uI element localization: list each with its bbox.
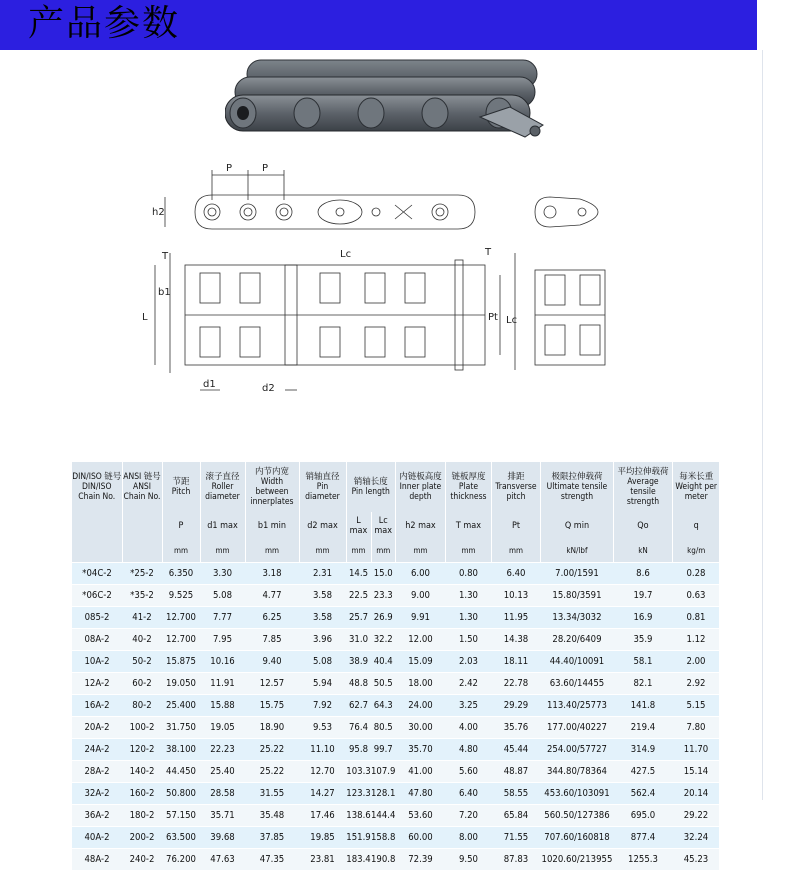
header-en: Average tensile strength bbox=[626, 477, 660, 507]
table-cell: 14.27 bbox=[299, 782, 346, 804]
table-cell: 3.58 bbox=[299, 606, 346, 628]
table-cell: 80-2 bbox=[122, 694, 162, 716]
header-cn: 链板厚度 bbox=[451, 472, 486, 482]
table-cell: 25.22 bbox=[245, 738, 299, 760]
table-cell: 7.20 bbox=[445, 804, 491, 826]
table-cell: 47.35 bbox=[245, 848, 299, 870]
header-cell bbox=[672, 462, 719, 512]
table-cell: 99.7 bbox=[371, 738, 395, 760]
table-row bbox=[72, 738, 719, 760]
table-cell: 16A-2 bbox=[72, 694, 122, 716]
table-cell: 344.80/78364 bbox=[540, 760, 613, 782]
table-cell: 113.40/25773 bbox=[540, 694, 613, 716]
table-cell: 32.2 bbox=[371, 628, 395, 650]
table-cell: 53.60 bbox=[395, 804, 445, 826]
table-cell: 453.60/103091 bbox=[540, 782, 613, 804]
header-cell bbox=[613, 462, 672, 512]
unit-cell bbox=[72, 540, 122, 562]
table-cell: 29.22 bbox=[672, 804, 719, 826]
unit-cell: mm bbox=[445, 540, 491, 562]
table-cell: 19.85 bbox=[299, 826, 346, 848]
header-en: Weight per meter bbox=[675, 482, 718, 502]
header-cn: 销轴长度 bbox=[353, 477, 388, 487]
table-cell: 7.00/1591 bbox=[540, 562, 613, 584]
table-cell: 19.7 bbox=[613, 584, 672, 606]
table-row bbox=[72, 606, 719, 628]
table-cell: 31.55 bbox=[245, 782, 299, 804]
table-cell: 58.1 bbox=[613, 650, 672, 672]
table-cell: 28A-2 bbox=[72, 760, 122, 782]
table-cell: 16.9 bbox=[613, 606, 672, 628]
table-cell: 7.95 bbox=[200, 628, 245, 650]
symbol-cell: P bbox=[162, 512, 200, 540]
table-row bbox=[72, 584, 719, 606]
table-cell: 47.80 bbox=[395, 782, 445, 804]
table-cell: 0.28 bbox=[672, 562, 719, 584]
table-cell: 14.38 bbox=[491, 628, 540, 650]
table-cell: 20.14 bbox=[672, 782, 719, 804]
table-cell: 7.85 bbox=[245, 628, 299, 650]
table-cell: 695.0 bbox=[613, 804, 672, 826]
table-cell: 3.25 bbox=[445, 694, 491, 716]
header-cn: 每米长重 bbox=[679, 472, 714, 482]
table-row bbox=[72, 628, 719, 650]
table-cell: 9.50 bbox=[445, 848, 491, 870]
table-cell: 24.00 bbox=[395, 694, 445, 716]
table-cell: 40.4 bbox=[371, 650, 395, 672]
table-cell: 19.050 bbox=[162, 672, 200, 694]
table-cell: 14.5 bbox=[346, 562, 371, 584]
table-cell: 23.81 bbox=[299, 848, 346, 870]
table-cell: 18.00 bbox=[395, 672, 445, 694]
table-cell: 5.60 bbox=[445, 760, 491, 782]
label-Lc-top: Lc bbox=[340, 249, 352, 260]
symbol-cell: Pt bbox=[491, 512, 540, 540]
symbol-cell: Q min bbox=[540, 512, 613, 540]
table-row bbox=[72, 716, 719, 738]
header-en: ANSI Chain No. bbox=[123, 482, 161, 502]
table-cell: 65.84 bbox=[491, 804, 540, 826]
label-T-right: T bbox=[485, 247, 492, 258]
table-cell: 200-2 bbox=[122, 826, 162, 848]
table-row bbox=[72, 694, 719, 716]
table-cell: 160-2 bbox=[122, 782, 162, 804]
table-cell: 9.91 bbox=[395, 606, 445, 628]
table-cell: 9.00 bbox=[395, 584, 445, 606]
title-bar bbox=[0, 0, 757, 50]
table-row bbox=[72, 760, 719, 782]
header-cell bbox=[122, 462, 162, 512]
table-cell: 8.00 bbox=[445, 826, 491, 848]
label-Pt: Pt bbox=[488, 312, 498, 323]
unit-cell: mm bbox=[491, 540, 540, 562]
table-cell: 18.11 bbox=[491, 650, 540, 672]
table-row bbox=[72, 562, 719, 584]
table-cell: 23.3 bbox=[371, 584, 395, 606]
header-en: Inner plate depth bbox=[399, 482, 442, 502]
table-cell: 15.88 bbox=[200, 694, 245, 716]
table-cell: 24A-2 bbox=[72, 738, 122, 760]
header-en: Pitch bbox=[171, 487, 191, 497]
table-cell: 32.24 bbox=[672, 826, 719, 848]
table-cell: 144.4 bbox=[371, 804, 395, 826]
table-cell: 45.23 bbox=[672, 848, 719, 870]
table-cell: 08A-2 bbox=[72, 628, 122, 650]
unit-cell: mm bbox=[245, 540, 299, 562]
table-cell: 314.9 bbox=[613, 738, 672, 760]
table-cell: 3.30 bbox=[200, 562, 245, 584]
table-header-row bbox=[72, 462, 719, 512]
table-cell: 219.4 bbox=[613, 716, 672, 738]
table-cell: 141.8 bbox=[613, 694, 672, 716]
table-cell: 12A-2 bbox=[72, 672, 122, 694]
symbol-cell: d2 max bbox=[299, 512, 346, 540]
table-cell: 38.100 bbox=[162, 738, 200, 760]
label-P-1: P bbox=[226, 163, 233, 174]
table-cell: 085-2 bbox=[72, 606, 122, 628]
header-en: Plate thickness bbox=[450, 482, 487, 502]
table-cell: 100-2 bbox=[122, 716, 162, 738]
header-cn: 平均拉伸载荷 bbox=[617, 467, 669, 477]
table-cell: 12.700 bbox=[162, 628, 200, 650]
table-cell: 44.450 bbox=[162, 760, 200, 782]
header-en: Ultimate tensile strength bbox=[546, 482, 608, 502]
table-cell: 3.96 bbox=[299, 628, 346, 650]
symbol-cell: d1 max bbox=[200, 512, 245, 540]
table-cell: 103.3 bbox=[346, 760, 371, 782]
header-cn: 内链板高度 bbox=[399, 472, 442, 482]
header-en: Roller diameter bbox=[205, 482, 240, 502]
table-cell: 120-2 bbox=[122, 738, 162, 760]
table-cell: 25.22 bbox=[245, 760, 299, 782]
unit-cell: kN/lbf bbox=[540, 540, 613, 562]
table-cell: 11.95 bbox=[491, 606, 540, 628]
table-cell: 48.87 bbox=[491, 760, 540, 782]
table-cell: 5.08 bbox=[299, 650, 346, 672]
table-symbol-row bbox=[72, 512, 719, 540]
table-cell: 138.6 bbox=[346, 804, 371, 826]
table-cell: 151.9 bbox=[346, 826, 371, 848]
symbol-cell: T max bbox=[445, 512, 491, 540]
table-cell: 1.30 bbox=[445, 584, 491, 606]
table-cell: 11.91 bbox=[200, 672, 245, 694]
header-en: Width between innerplates bbox=[250, 477, 294, 507]
table-cell: 19.05 bbox=[200, 716, 245, 738]
header-cell bbox=[245, 462, 299, 512]
table-cell: 0.80 bbox=[445, 562, 491, 584]
table-cell: 15.09 bbox=[395, 650, 445, 672]
table-cell: 15.75 bbox=[245, 694, 299, 716]
table-cell: 60-2 bbox=[122, 672, 162, 694]
header-cn: 排距 bbox=[507, 472, 525, 482]
header-cell bbox=[299, 462, 346, 512]
symbol-cell: L max bbox=[346, 512, 371, 540]
page-title: 产品参数 bbox=[28, 3, 181, 44]
header-cn: 滚子直径 bbox=[205, 472, 240, 482]
table-cell: 9.40 bbox=[245, 650, 299, 672]
table-cell: 12.57 bbox=[245, 672, 299, 694]
table-cell: 87.83 bbox=[491, 848, 540, 870]
table-cell: 9.53 bbox=[299, 716, 346, 738]
table-cell: 8.6 bbox=[613, 562, 672, 584]
table-cell: 38.9 bbox=[346, 650, 371, 672]
table-cell: 41-2 bbox=[122, 606, 162, 628]
table-cell: 22.23 bbox=[200, 738, 245, 760]
table-cell: 72.39 bbox=[395, 848, 445, 870]
table-cell: 9.525 bbox=[162, 584, 200, 606]
table-cell: 0.81 bbox=[672, 606, 719, 628]
table-cell: 7.80 bbox=[672, 716, 719, 738]
table-cell: 7.92 bbox=[299, 694, 346, 716]
symbol-cell: q bbox=[672, 512, 719, 540]
table-row bbox=[72, 782, 719, 804]
label-h2: h2 bbox=[152, 207, 165, 218]
table-cell: 48A-2 bbox=[72, 848, 122, 870]
unit-cell: mm bbox=[200, 540, 245, 562]
header-cn: 销轴直径 bbox=[305, 472, 340, 482]
table-cell: 71.55 bbox=[491, 826, 540, 848]
table-cell: 63.60/14455 bbox=[540, 672, 613, 694]
table-cell: 13.34/3032 bbox=[540, 606, 613, 628]
table-cell: 3.58 bbox=[299, 584, 346, 606]
table-cell: 10A-2 bbox=[72, 650, 122, 672]
table-cell: 4.77 bbox=[245, 584, 299, 606]
table-cell: 25.400 bbox=[162, 694, 200, 716]
table-cell: 15.80/3591 bbox=[540, 584, 613, 606]
table-cell: 62.7 bbox=[346, 694, 371, 716]
unit-cell: mm bbox=[346, 540, 371, 562]
table-row bbox=[72, 848, 719, 870]
table-cell: 15.14 bbox=[672, 760, 719, 782]
symbol-cell: Lc max bbox=[371, 512, 395, 540]
table-cell: 28.58 bbox=[200, 782, 245, 804]
table-cell: 20A-2 bbox=[72, 716, 122, 738]
table-cell: 35.48 bbox=[245, 804, 299, 826]
table-cell: 25.40 bbox=[200, 760, 245, 782]
chain-photo bbox=[225, 55, 555, 145]
table-cell: 63.500 bbox=[162, 826, 200, 848]
table-cell: 7.77 bbox=[200, 606, 245, 628]
table-cell: 2.42 bbox=[445, 672, 491, 694]
right-divider bbox=[762, 50, 763, 800]
unit-cell bbox=[122, 540, 162, 562]
table-cell: 5.94 bbox=[299, 672, 346, 694]
table-cell: 562.4 bbox=[613, 782, 672, 804]
table-cell: 40A-2 bbox=[72, 826, 122, 848]
header-cn: 内节内宽 bbox=[254, 467, 289, 477]
table-cell: *06C-2 bbox=[72, 584, 122, 606]
header-cell bbox=[491, 462, 540, 512]
table-cell: 31.0 bbox=[346, 628, 371, 650]
table-cell: 28.20/6409 bbox=[540, 628, 613, 650]
table-cell: 58.55 bbox=[491, 782, 540, 804]
table-cell: 254.00/57727 bbox=[540, 738, 613, 760]
table-cell: 2.00 bbox=[672, 650, 719, 672]
table-cell: 2.31 bbox=[299, 562, 346, 584]
table-unit-row bbox=[72, 540, 719, 562]
header-cn: 极限拉伸载荷 bbox=[551, 472, 603, 482]
label-Lc-right: Lc bbox=[506, 315, 518, 326]
unit-cell: mm bbox=[395, 540, 445, 562]
label-L: L bbox=[142, 312, 148, 323]
table-cell: 2.03 bbox=[445, 650, 491, 672]
table-cell: 22.78 bbox=[491, 672, 540, 694]
table-cell: 11.70 bbox=[672, 738, 719, 760]
table-cell: 240-2 bbox=[122, 848, 162, 870]
table-cell: 6.40 bbox=[445, 782, 491, 804]
table-cell: 15.875 bbox=[162, 650, 200, 672]
label-b1: b1 bbox=[158, 287, 171, 298]
header-cell bbox=[200, 462, 245, 512]
label-d1: d1 bbox=[203, 379, 216, 390]
unit-cell: mm bbox=[299, 540, 346, 562]
table-cell: 10.16 bbox=[200, 650, 245, 672]
table-cell: 12.00 bbox=[395, 628, 445, 650]
table-cell: 22.5 bbox=[346, 584, 371, 606]
table-cell: *35-2 bbox=[122, 584, 162, 606]
table-cell: 30.00 bbox=[395, 716, 445, 738]
table-cell: 11.10 bbox=[299, 738, 346, 760]
header-cell bbox=[395, 462, 445, 512]
table-cell: 80.5 bbox=[371, 716, 395, 738]
unit-cell: kg/m bbox=[672, 540, 719, 562]
table-cell: 1020.60/213955 bbox=[540, 848, 613, 870]
label-d2: d2 bbox=[262, 383, 275, 394]
table-cell: 50.800 bbox=[162, 782, 200, 804]
table-cell: 180-2 bbox=[122, 804, 162, 826]
table-cell: 6.00 bbox=[395, 562, 445, 584]
table-row bbox=[72, 804, 719, 826]
table-cell: 12.70 bbox=[299, 760, 346, 782]
table-cell: 190.8 bbox=[371, 848, 395, 870]
symbol-cell: b1 min bbox=[245, 512, 299, 540]
table-cell: 76.200 bbox=[162, 848, 200, 870]
table-row bbox=[72, 672, 719, 694]
table-cell: 18.90 bbox=[245, 716, 299, 738]
table-cell: 40-2 bbox=[122, 628, 162, 650]
table-cell: 1255.3 bbox=[613, 848, 672, 870]
table-cell: 17.46 bbox=[299, 804, 346, 826]
header-en: DIN/ISO Chain No. bbox=[78, 482, 116, 502]
header-cell bbox=[346, 462, 395, 512]
unit-cell: mm bbox=[162, 540, 200, 562]
table-cell: 47.63 bbox=[200, 848, 245, 870]
header-cell bbox=[445, 462, 491, 512]
table-cell: 35.71 bbox=[200, 804, 245, 826]
header-cell bbox=[72, 462, 122, 512]
header-cn: DIN/ISO 链号 bbox=[72, 472, 122, 482]
table-cell: 4.00 bbox=[445, 716, 491, 738]
table-cell: 1.12 bbox=[672, 628, 719, 650]
table-cell: 36A-2 bbox=[72, 804, 122, 826]
table-cell: 10.13 bbox=[491, 584, 540, 606]
table-cell: 48.8 bbox=[346, 672, 371, 694]
table-cell: 95.8 bbox=[346, 738, 371, 760]
table-cell: 3.18 bbox=[245, 562, 299, 584]
table-cell: 140-2 bbox=[122, 760, 162, 782]
symbol-cell bbox=[72, 512, 122, 540]
table-cell: 12.700 bbox=[162, 606, 200, 628]
table-cell: 26.9 bbox=[371, 606, 395, 628]
table-cell: 15.0 bbox=[371, 562, 395, 584]
table-cell: 128.1 bbox=[371, 782, 395, 804]
header-en: Pin diameter bbox=[305, 482, 340, 502]
symbol-cell: Qo bbox=[613, 512, 672, 540]
table-cell: 41.00 bbox=[395, 760, 445, 782]
table-cell: 5.15 bbox=[672, 694, 719, 716]
table-cell: 25.7 bbox=[346, 606, 371, 628]
table-cell: 0.63 bbox=[672, 584, 719, 606]
table-cell: 35.70 bbox=[395, 738, 445, 760]
table-cell: 29.29 bbox=[491, 694, 540, 716]
header-en: Transverse pitch bbox=[495, 482, 537, 502]
table-cell: 158.8 bbox=[371, 826, 395, 848]
table-cell: 560.50/127386 bbox=[540, 804, 613, 826]
label-P-2: P bbox=[262, 163, 269, 174]
spec-table bbox=[72, 462, 719, 870]
table-cell: 2.92 bbox=[672, 672, 719, 694]
table-cell: 1.50 bbox=[445, 628, 491, 650]
table-row bbox=[72, 826, 719, 848]
table-cell: 64.3 bbox=[371, 694, 395, 716]
table-cell: 4.80 bbox=[445, 738, 491, 760]
table-cell: *25-2 bbox=[122, 562, 162, 584]
label-T-left: T bbox=[162, 251, 169, 262]
table-cell: 123.3 bbox=[346, 782, 371, 804]
table-cell: 877.4 bbox=[613, 826, 672, 848]
table-cell: 60.00 bbox=[395, 826, 445, 848]
table-cell: 45.44 bbox=[491, 738, 540, 760]
header-cn: ANSI 链号 bbox=[123, 472, 161, 482]
table-cell: 50.5 bbox=[371, 672, 395, 694]
table-cell: 57.150 bbox=[162, 804, 200, 826]
header-cell bbox=[162, 462, 200, 512]
table-cell: 76.4 bbox=[346, 716, 371, 738]
table-cell: 707.60/160818 bbox=[540, 826, 613, 848]
table-cell: 50-2 bbox=[122, 650, 162, 672]
header-cn: 节距 bbox=[172, 477, 190, 487]
table-cell: 427.5 bbox=[613, 760, 672, 782]
table-cell: 5.08 bbox=[200, 584, 245, 606]
table-cell: 82.1 bbox=[613, 672, 672, 694]
symbol-cell: h2 max bbox=[395, 512, 445, 540]
header-cell bbox=[540, 462, 613, 512]
table-cell: 35.76 bbox=[491, 716, 540, 738]
table-cell: 32A-2 bbox=[72, 782, 122, 804]
table-cell: 44.40/10091 bbox=[540, 650, 613, 672]
table-cell: 6.40 bbox=[491, 562, 540, 584]
unit-cell: mm bbox=[371, 540, 395, 562]
table-cell: 39.68 bbox=[200, 826, 245, 848]
table-cell: 6.25 bbox=[245, 606, 299, 628]
chain-dimension-drawings bbox=[140, 155, 620, 400]
table-row bbox=[72, 650, 719, 672]
table-cell: *04C-2 bbox=[72, 562, 122, 584]
table-cell: 183.4 bbox=[346, 848, 371, 870]
unit-cell: kN bbox=[613, 540, 672, 562]
table-cell: 107.9 bbox=[371, 760, 395, 782]
table-cell: 6.350 bbox=[162, 562, 200, 584]
symbol-cell bbox=[122, 512, 162, 540]
table-cell: 1.30 bbox=[445, 606, 491, 628]
table-cell: 35.9 bbox=[613, 628, 672, 650]
table-cell: 31.750 bbox=[162, 716, 200, 738]
table-cell: 177.00/40227 bbox=[540, 716, 613, 738]
header-en: Pin length bbox=[351, 487, 390, 497]
table-cell: 37.85 bbox=[245, 826, 299, 848]
